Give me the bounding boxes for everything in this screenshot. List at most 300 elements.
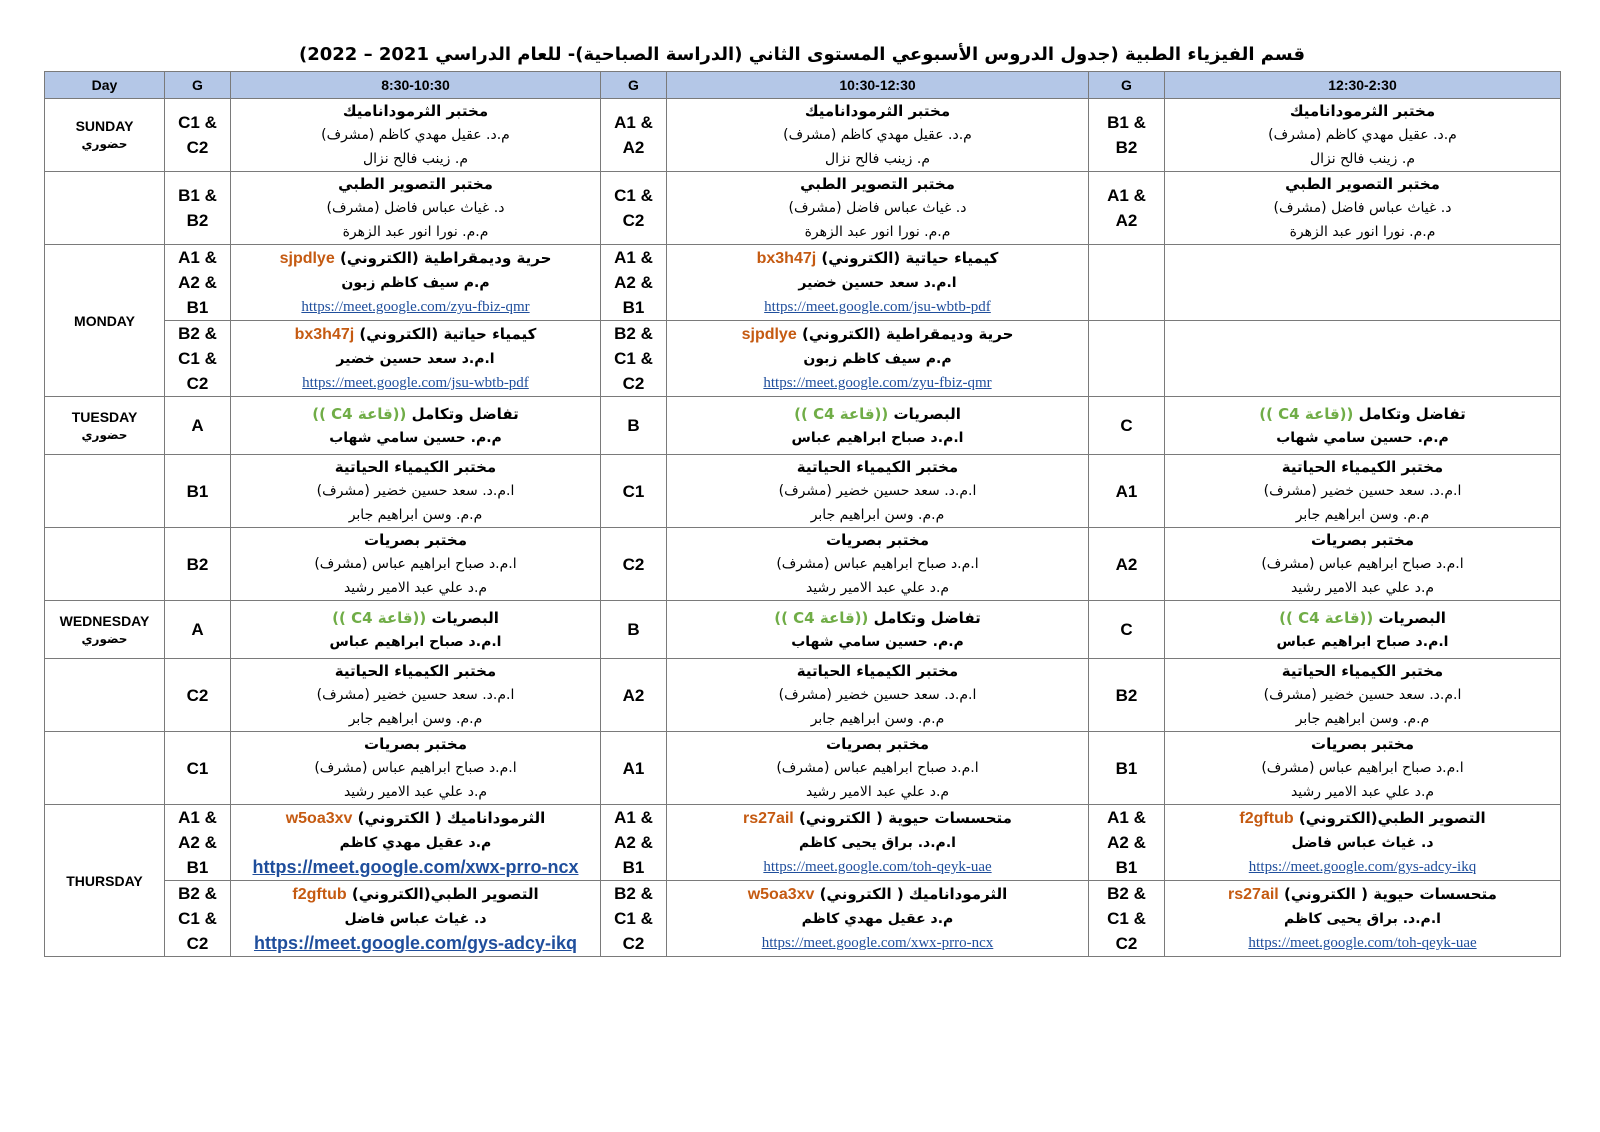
instructor: د. غياث عباس فاضل bbox=[344, 911, 487, 927]
class-cell bbox=[231, 805, 601, 881]
group-label: A1 & bbox=[1107, 808, 1146, 827]
class-code: rs27ail bbox=[743, 810, 794, 827]
course-name: حرية وديمقراطية (الكتروني) bbox=[339, 249, 552, 267]
assistant: م.م. نورا انور عبد الزهرة bbox=[342, 224, 489, 240]
course-name: التصوير الطبي(الكتروني) bbox=[1298, 809, 1486, 827]
course-name: متحسسات حيوية ( الكتروني) bbox=[1283, 885, 1497, 903]
group-label: C2 bbox=[186, 374, 209, 393]
page-title: قسم الفيزياء الطبية (جدول الدروس الأسبوعي المستوى الثاني (الدراسة الصباحية)- للعام الدراسي 2021 – 2022) bbox=[298, 44, 1305, 65]
group-cell bbox=[165, 321, 231, 397]
instructor: م.م. حسين سامي شهاب bbox=[329, 429, 502, 446]
instructor: م.د. عقيل مهدي كاظم (مشرف) bbox=[783, 127, 972, 143]
course-name: مختبر الكيمياء الحياتية bbox=[796, 458, 959, 476]
group-label: B1 bbox=[186, 298, 209, 317]
group-cell bbox=[165, 881, 231, 957]
room-label: ((قاعة C4 )) bbox=[1259, 404, 1354, 423]
class-cell bbox=[667, 172, 1089, 245]
schedule-row bbox=[45, 455, 1561, 528]
course-name: مختبر بصريات bbox=[364, 531, 467, 549]
course-title bbox=[667, 882, 1088, 907]
day-name: WEDNESDAY bbox=[59, 612, 150, 629]
group-label: B1 bbox=[622, 858, 645, 877]
class-cell bbox=[667, 455, 1089, 528]
class-code: sjpdlye bbox=[741, 326, 797, 343]
group-label: C2 bbox=[622, 211, 645, 230]
course-title bbox=[1165, 99, 1560, 123]
group-cell bbox=[601, 321, 667, 397]
course-title bbox=[1165, 882, 1560, 907]
group-label: B1 bbox=[186, 858, 209, 877]
course-title bbox=[231, 528, 600, 552]
header-group-1: G bbox=[165, 72, 231, 99]
group-label: A2 & bbox=[178, 273, 217, 292]
group-label: B1 bbox=[622, 298, 645, 317]
course-title bbox=[1165, 402, 1560, 426]
group-label: B bbox=[627, 416, 640, 435]
course-title bbox=[667, 322, 1088, 347]
course-title bbox=[667, 659, 1088, 683]
instructor: م.م سيف كاظم زبون bbox=[803, 351, 952, 367]
class-cell bbox=[231, 455, 601, 528]
instructor: ا.م.د صباح ابراهيم عباس bbox=[1276, 633, 1449, 650]
group-cell bbox=[165, 659, 231, 732]
group-cell bbox=[165, 99, 231, 172]
class-cell bbox=[1165, 601, 1561, 659]
schedule-row bbox=[45, 732, 1561, 805]
class-cell bbox=[667, 659, 1089, 732]
assistant: م. زينب فالح نزال bbox=[362, 151, 469, 167]
assistant: م.م. وسن ابراهيم جابر bbox=[348, 711, 483, 727]
class-cell bbox=[1165, 732, 1561, 805]
header-period-2: 10:30-12:30 bbox=[667, 72, 1089, 99]
group-cell bbox=[601, 805, 667, 881]
course-title bbox=[667, 455, 1088, 479]
day-name: SUNDAY bbox=[75, 118, 134, 134]
course-title bbox=[231, 99, 600, 123]
group-cell bbox=[1089, 172, 1165, 245]
group-label: B1 bbox=[1115, 758, 1138, 778]
group-cell bbox=[1089, 881, 1165, 957]
header-period-1: 8:30-10:30 bbox=[231, 72, 601, 99]
day-cell-sunday bbox=[45, 99, 165, 172]
course-name: مختبر بصريات bbox=[1311, 531, 1414, 549]
assistant: م.م. وسن ابراهيم جابر bbox=[810, 711, 945, 727]
course-name: حرية وديمقراطية (الكتروني) bbox=[801, 325, 1014, 343]
assistant: م.د علي عبد الامير رشيد bbox=[1290, 784, 1435, 800]
course-name: مختبر بصريات bbox=[826, 735, 929, 753]
group-label: B1 & bbox=[178, 186, 217, 205]
schedule-row bbox=[45, 601, 1561, 659]
group-label: A2 bbox=[622, 138, 645, 157]
day-cell-empty bbox=[45, 732, 165, 805]
schedule-row bbox=[45, 805, 1561, 881]
group-cell bbox=[165, 805, 231, 881]
group-cell bbox=[165, 245, 231, 321]
room-label: ((قاعة C4 )) bbox=[1279, 608, 1374, 627]
class-cell bbox=[1165, 172, 1561, 245]
group-cell bbox=[601, 732, 667, 805]
course-title bbox=[1165, 455, 1560, 479]
course-title bbox=[667, 606, 1088, 630]
group-label: B2 bbox=[1115, 685, 1138, 705]
assistant: م.د علي عبد الامير رشيد bbox=[805, 784, 950, 800]
group-cell bbox=[165, 172, 231, 245]
course-name: مختبر التصوير الطبي bbox=[800, 175, 955, 193]
course-name: تفاضل وتكامل bbox=[411, 404, 519, 423]
meet-link[interactable]: https://meet.google.com/toh-qeyk-uae bbox=[763, 859, 992, 875]
assistant: م.د علي عبد الامير رشيد bbox=[343, 784, 488, 800]
header-row bbox=[45, 72, 1561, 99]
class-cell bbox=[231, 397, 601, 455]
group-label: B2 bbox=[186, 554, 209, 574]
group-cell bbox=[1089, 321, 1165, 397]
assistant: م.م. نورا انور عبد الزهرة bbox=[804, 224, 951, 240]
instructor: ا.م.د صباح ابراهيم عباس (مشرف) bbox=[776, 556, 979, 572]
class-code: bx3h47j bbox=[756, 250, 817, 267]
schedule-row bbox=[45, 528, 1561, 601]
instructor: م.د. عقيل مهدي كاظم (مشرف) bbox=[1268, 127, 1457, 143]
course-title bbox=[667, 806, 1088, 831]
instructor: ا.م.د صباح ابراهيم عباس bbox=[791, 429, 964, 446]
course-name: مختبر بصريات bbox=[1311, 735, 1414, 753]
course-title bbox=[667, 172, 1088, 196]
day-name: MONDAY bbox=[74, 312, 135, 329]
assistant: م.م. وسن ابراهيم جابر bbox=[1295, 507, 1430, 523]
class-cell bbox=[667, 805, 1089, 881]
group-label: B2 & bbox=[1107, 884, 1146, 903]
course-name: مختبر الكيمياء الحياتية bbox=[796, 662, 959, 680]
course-name: مختبر الثرموداناميك bbox=[804, 102, 951, 120]
course-title bbox=[667, 99, 1088, 123]
class-cell bbox=[231, 245, 601, 321]
group-cell bbox=[1089, 455, 1165, 528]
assistant: م.م. وسن ابراهيم جابر bbox=[348, 507, 483, 523]
class-cell bbox=[1165, 321, 1561, 397]
instructor: ا.م.د. براق يحيى كاظم bbox=[799, 835, 956, 851]
meet-link[interactable]: https://meet.google.com/xwx-prro-ncx bbox=[761, 935, 994, 951]
class-cell bbox=[1165, 455, 1561, 528]
group-cell bbox=[601, 245, 667, 321]
group-cell bbox=[1089, 805, 1165, 881]
header-group-2: G bbox=[601, 72, 667, 99]
class-cell bbox=[1165, 99, 1561, 172]
assistant: م.د علي عبد الامير رشيد bbox=[805, 580, 950, 596]
course-name: الثرموداناميك ( الكتروني) bbox=[357, 809, 546, 827]
course-name: تفاضل وتكامل bbox=[873, 608, 981, 627]
schedule-row bbox=[45, 172, 1561, 245]
group-label: A1 & bbox=[614, 113, 653, 132]
instructor: م.د عقيل مهدي كاظم bbox=[801, 911, 954, 927]
course-name: التصوير الطبي(الكتروني) bbox=[351, 885, 539, 903]
group-cell bbox=[1089, 245, 1165, 321]
course-name: مختبر الكيمياء الحياتية bbox=[1281, 458, 1444, 476]
instructor: ا.م.د سعد حسين خضير bbox=[798, 275, 957, 291]
meet-link[interactable]: https://meet.google.com/zyu-fbiz-qmr bbox=[763, 375, 992, 391]
group-label: C2 bbox=[622, 554, 645, 574]
course-title bbox=[667, 732, 1088, 756]
instructor: د. غياث عباس فاضل bbox=[1291, 835, 1434, 851]
group-cell bbox=[165, 732, 231, 805]
group-cell bbox=[165, 601, 231, 659]
meet-link[interactable]: https://meet.google.com/xwx-prro-ncx bbox=[252, 857, 579, 877]
course-name: مختبر التصوير الطبي bbox=[338, 175, 493, 193]
room-label: ((قاعة C4 )) bbox=[332, 608, 427, 627]
instructor: ا.م.د. سعد حسين خضير (مشرف) bbox=[316, 483, 515, 499]
group-label: A2 & bbox=[614, 273, 653, 292]
course-title bbox=[1165, 606, 1560, 630]
course-name: البصريات bbox=[431, 608, 499, 627]
instructor: ا.م.د سعد حسين خضير bbox=[336, 351, 495, 367]
course-title bbox=[231, 246, 600, 271]
course-title bbox=[231, 882, 600, 907]
class-cell bbox=[1165, 881, 1561, 957]
class-cell bbox=[231, 881, 601, 957]
class-code: sjpdlye bbox=[279, 250, 335, 267]
group-label: C1 & bbox=[178, 113, 217, 132]
group-cell bbox=[601, 659, 667, 732]
day-mode: حضوري bbox=[81, 137, 128, 151]
assistant: م.م. نورا انور عبد الزهرة bbox=[1289, 224, 1436, 240]
class-cell bbox=[231, 659, 601, 732]
instructor: ا.م.د صباح ابراهيم عباس (مشرف) bbox=[776, 760, 979, 776]
group-label: B2 bbox=[1115, 138, 1138, 157]
course-name: كيمياء حياتية (الكتروني) bbox=[821, 249, 999, 267]
course-name: تفاضل وتكامل bbox=[1358, 404, 1466, 423]
group-label: A1 & bbox=[614, 808, 653, 827]
class-cell bbox=[667, 321, 1089, 397]
group-label: B bbox=[627, 620, 640, 639]
group-cell bbox=[1089, 397, 1165, 455]
class-code: rs27ail bbox=[1228, 886, 1279, 903]
class-cell bbox=[1165, 528, 1561, 601]
group-label: B1 & bbox=[1107, 113, 1146, 132]
meet-link[interactable]: https://meet.google.com/gys-adcy-ikq bbox=[253, 933, 578, 953]
course-title bbox=[231, 322, 600, 347]
room-label: ((قاعة C4 )) bbox=[774, 608, 869, 627]
day-cell-monday bbox=[45, 245, 165, 397]
group-label: A1 & bbox=[1107, 186, 1146, 205]
schedule-row bbox=[45, 321, 1561, 397]
group-label: C1 & bbox=[178, 909, 217, 928]
group-cell bbox=[1089, 528, 1165, 601]
class-cell bbox=[667, 99, 1089, 172]
group-label: A2 & bbox=[1107, 833, 1146, 852]
instructor: م.م. حسين سامي شهاب bbox=[791, 633, 964, 650]
group-label: C1 bbox=[186, 758, 209, 778]
instructor: ا.م.د. سعد حسين خضير (مشرف) bbox=[1263, 687, 1462, 703]
room-label: ((قاعة C4 )) bbox=[312, 404, 407, 423]
assistant: م.د علي عبد الامير رشيد bbox=[343, 580, 488, 596]
course-title bbox=[231, 402, 600, 426]
day-cell-wednesday bbox=[45, 601, 165, 659]
schedule-table bbox=[44, 71, 1561, 957]
class-cell bbox=[1165, 659, 1561, 732]
header-day: Day bbox=[45, 72, 165, 99]
group-label: C1 & bbox=[1107, 909, 1146, 928]
day-cell-empty bbox=[45, 172, 165, 245]
group-label: C1 & bbox=[614, 349, 653, 368]
class-cell bbox=[1165, 245, 1561, 321]
class-cell bbox=[667, 732, 1089, 805]
group-label: C2 bbox=[1115, 934, 1138, 953]
instructor: ا.م.د. سعد حسين خضير (مشرف) bbox=[1263, 483, 1462, 499]
course-name: البصريات bbox=[1378, 608, 1446, 627]
group-label: A1 & bbox=[178, 808, 217, 827]
group-label: A bbox=[191, 416, 204, 435]
group-label: A1 bbox=[622, 758, 645, 778]
meet-link[interactable]: https://meet.google.com/toh-qeyk-uae bbox=[1248, 935, 1477, 951]
schedule-row bbox=[45, 245, 1561, 321]
assistant: م.د علي عبد الامير رشيد bbox=[1290, 580, 1435, 596]
header-group-3: G bbox=[1089, 72, 1165, 99]
instructor: م.م سيف كاظم زبون bbox=[341, 275, 490, 291]
class-cell bbox=[667, 397, 1089, 455]
meet-link[interactable]: https://meet.google.com/jsu-wbtb-pdf bbox=[764, 299, 991, 315]
group-label: C1 & bbox=[614, 909, 653, 928]
assistant: م. زينب فالح نزال bbox=[1309, 151, 1416, 167]
course-name: كيمياء حياتية (الكتروني) bbox=[359, 325, 537, 343]
group-cell bbox=[1089, 732, 1165, 805]
group-label: A bbox=[191, 620, 204, 639]
group-cell bbox=[165, 528, 231, 601]
course-name: مختبر الثرموداناميك bbox=[1289, 102, 1436, 120]
group-label: B2 & bbox=[178, 884, 217, 903]
class-code: f2gftub bbox=[292, 886, 347, 903]
group-label: B2 & bbox=[614, 324, 653, 343]
instructor: د. غياث عباس فاضل (مشرف) bbox=[1273, 200, 1452, 216]
day-name: TUESDAY bbox=[71, 408, 138, 425]
class-code: w5oa3xv bbox=[285, 810, 353, 827]
group-cell bbox=[601, 528, 667, 601]
course-title bbox=[231, 806, 600, 831]
day-cell-empty bbox=[45, 528, 165, 601]
course-title bbox=[667, 246, 1088, 271]
instructor: ا.م.د صباح ابراهيم عباس (مشرف) bbox=[314, 760, 517, 776]
class-cell bbox=[231, 601, 601, 659]
instructor: ا.م.د صباح ابراهيم عباس bbox=[329, 633, 502, 650]
group-label: B2 & bbox=[614, 884, 653, 903]
course-name: الثرموداناميك ( الكتروني) bbox=[819, 885, 1008, 903]
group-cell bbox=[165, 397, 231, 455]
instructor: ا.م.د. سعد حسين خضير (مشرف) bbox=[316, 687, 515, 703]
course-name: متحسسات حيوية ( الكتروني) bbox=[798, 809, 1012, 827]
instructor: ا.م.د صباح ابراهيم عباس (مشرف) bbox=[314, 556, 517, 572]
day-cell-empty bbox=[45, 659, 165, 732]
instructor: د. غياث عباس فاضل (مشرف) bbox=[326, 200, 505, 216]
group-label: C bbox=[1120, 416, 1133, 435]
class-code: w5oa3xv bbox=[747, 886, 815, 903]
class-code: f2gftub bbox=[1239, 810, 1294, 827]
assistant: م.م. وسن ابراهيم جابر bbox=[1295, 711, 1430, 727]
course-name: مختبر الكيمياء الحياتية bbox=[334, 662, 497, 680]
class-cell bbox=[231, 528, 601, 601]
group-label: A1 & bbox=[178, 248, 217, 267]
class-cell bbox=[1165, 397, 1561, 455]
course-title bbox=[1165, 172, 1560, 196]
group-label: C2 bbox=[622, 934, 645, 953]
group-label: C2 bbox=[186, 138, 209, 157]
header-period-3: 12:30-2:30 bbox=[1165, 72, 1561, 99]
course-name: مختبر التصوير الطبي bbox=[1285, 175, 1440, 193]
meet-link[interactable]: https://meet.google.com/gys-adcy-ikq bbox=[1248, 859, 1477, 875]
room-label: ((قاعة C4 )) bbox=[794, 404, 889, 423]
course-name: مختبر الكيمياء الحياتية bbox=[334, 458, 497, 476]
assistant: م.م. وسن ابراهيم جابر bbox=[810, 507, 945, 523]
class-code: bx3h47j bbox=[294, 326, 355, 343]
class-cell bbox=[667, 245, 1089, 321]
group-label: A2 bbox=[622, 685, 645, 705]
day-cell-tuesday bbox=[45, 397, 165, 455]
group-cell bbox=[601, 601, 667, 659]
course-title bbox=[1165, 732, 1560, 756]
schedule-row bbox=[45, 881, 1561, 957]
group-label: C2 bbox=[622, 374, 645, 393]
course-title bbox=[1165, 659, 1560, 683]
course-title bbox=[231, 732, 600, 756]
instructor: ا.م.د. سعد حسين خضير (مشرف) bbox=[778, 483, 977, 499]
group-cell bbox=[601, 172, 667, 245]
group-label: B1 bbox=[1115, 858, 1138, 877]
meet-link[interactable]: https://meet.google.com/jsu-wbtb-pdf bbox=[302, 375, 529, 391]
group-cell bbox=[1089, 99, 1165, 172]
class-cell bbox=[667, 601, 1089, 659]
course-title bbox=[231, 172, 600, 196]
group-label: A1 bbox=[1115, 481, 1138, 501]
assistant: م. زينب فالح نزال bbox=[824, 151, 931, 167]
class-cell bbox=[231, 172, 601, 245]
group-label: A1 & bbox=[614, 248, 653, 267]
group-cell bbox=[601, 455, 667, 528]
course-name: مختبر بصريات bbox=[826, 531, 929, 549]
group-cell bbox=[601, 881, 667, 957]
instructor: ا.م.د. براق يحيى كاظم bbox=[1284, 911, 1441, 927]
group-label: C1 & bbox=[614, 186, 653, 205]
class-cell bbox=[231, 99, 601, 172]
instructor: م.د عقيل مهدي كاظم bbox=[339, 835, 492, 851]
course-name: البصريات bbox=[893, 404, 961, 423]
instructor: ا.م.د صباح ابراهيم عباس (مشرف) bbox=[1261, 556, 1464, 572]
course-title bbox=[667, 528, 1088, 552]
schedule-row bbox=[45, 659, 1561, 732]
day-mode: حضوري bbox=[81, 427, 128, 442]
group-label: B1 bbox=[186, 481, 209, 501]
schedule-row bbox=[45, 397, 1561, 455]
group-cell bbox=[165, 455, 231, 528]
class-cell bbox=[231, 321, 601, 397]
course-title bbox=[667, 402, 1088, 426]
instructor: ا.م.د صباح ابراهيم عباس (مشرف) bbox=[1261, 760, 1464, 776]
group-label: C2 bbox=[186, 934, 209, 953]
course-name: مختبر بصريات bbox=[364, 735, 467, 753]
day-name: THURSDAY bbox=[66, 872, 143, 889]
meet-link[interactable]: https://meet.google.com/zyu-fbiz-qmr bbox=[301, 299, 530, 315]
group-label: A2 bbox=[1115, 211, 1138, 230]
group-cell bbox=[601, 397, 667, 455]
course-title bbox=[1165, 528, 1560, 552]
group-label: C bbox=[1120, 620, 1133, 639]
course-title bbox=[231, 659, 600, 683]
day-cell-empty bbox=[45, 455, 165, 528]
course-title bbox=[231, 455, 600, 479]
course-title bbox=[231, 606, 600, 630]
class-cell bbox=[667, 881, 1089, 957]
schedule-row bbox=[45, 99, 1561, 172]
instructor: ا.م.د. سعد حسين خضير (مشرف) bbox=[778, 687, 977, 703]
instructor: م.م. حسين سامي شهاب bbox=[1276, 429, 1449, 446]
group-label: A2 bbox=[1115, 554, 1138, 574]
group-label: B2 & bbox=[178, 324, 217, 343]
day-mode: حضوري bbox=[81, 631, 128, 646]
